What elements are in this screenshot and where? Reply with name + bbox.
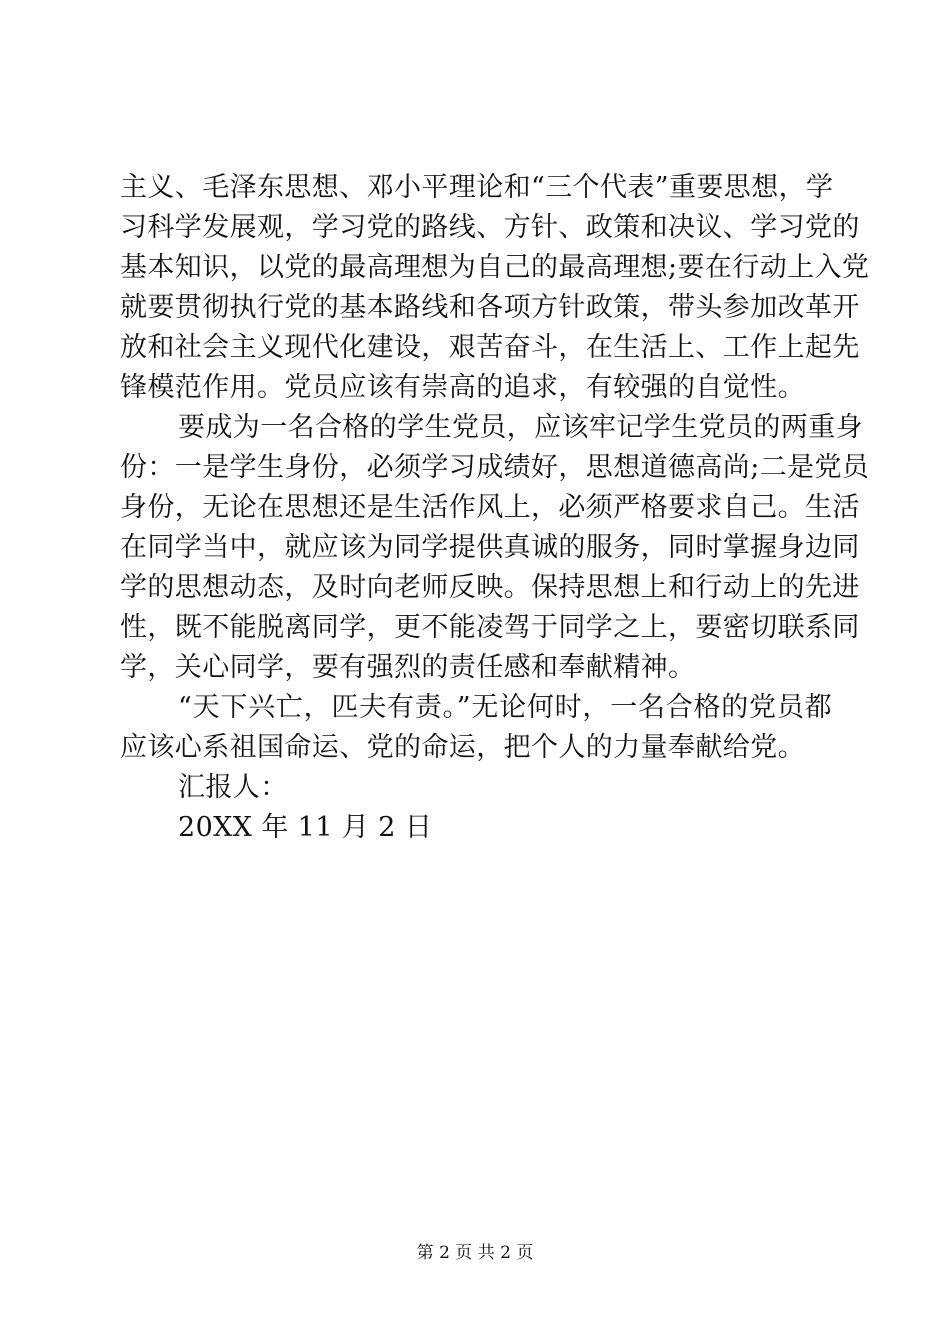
body-line: 锋模范作用。党员应该有崇高的追求，有较强的自觉性。 xyxy=(120,372,805,403)
report-date: 20XX 年 11 月 2 日 xyxy=(178,812,433,843)
document-body xyxy=(120,168,870,848)
reporter-label: 汇报人： xyxy=(178,772,288,803)
body-line: 身份，无论在思想还是生活作风上，必须严格要求自己。生活 xyxy=(120,492,860,523)
body-line: 放和社会主义现代化建设，艰苦奋斗，在生活上、工作上起先 xyxy=(120,332,860,363)
body-line: 习科学发展观，学习党的路线、方针、政策和决议、学习党的 xyxy=(120,212,860,243)
body-line: 学，关心同学，要有强烈的责任感和奉献精神。 xyxy=(120,652,696,683)
body-line: 份：一是学生身份，必须学习成绩好，思想道德高尚;二是党员 xyxy=(120,452,870,483)
body-line: 主义、毛泽东思想、邓小平理论和“三个代表”重要思想，学 xyxy=(120,172,834,203)
page-footer: 第 2 页 共 2 页 xyxy=(416,1243,534,1263)
body-line: 性，既不能脱离同学，更不能凌驾于同学之上，要密切联系同 xyxy=(120,612,860,643)
body-line: 在同学当中，就应该为同学提供真诚的服务，同时掌握身边同 xyxy=(120,532,860,563)
paragraph-start-line: 要成为一名合格的学生党员，应该牢记学生党员的两重身 xyxy=(178,412,863,443)
body-line: 学的思想动态，及时向老师反映。保持思想上和行动上的先进 xyxy=(120,572,860,603)
body-line: 就要贯彻执行党的基本路线和各项方针政策，带头参加改革开 xyxy=(120,292,860,323)
body-line: 应该心系祖国命运、党的命运，把个人的力量奉献给党。 xyxy=(120,732,805,763)
paragraph-start-line: “天下兴亡，匹夫有责。”无论何时，一名合格的党员都 xyxy=(178,692,832,723)
body-line: 基本知识，以党的最高理想为自己的最高理想;要在行动上入党 xyxy=(120,252,870,283)
